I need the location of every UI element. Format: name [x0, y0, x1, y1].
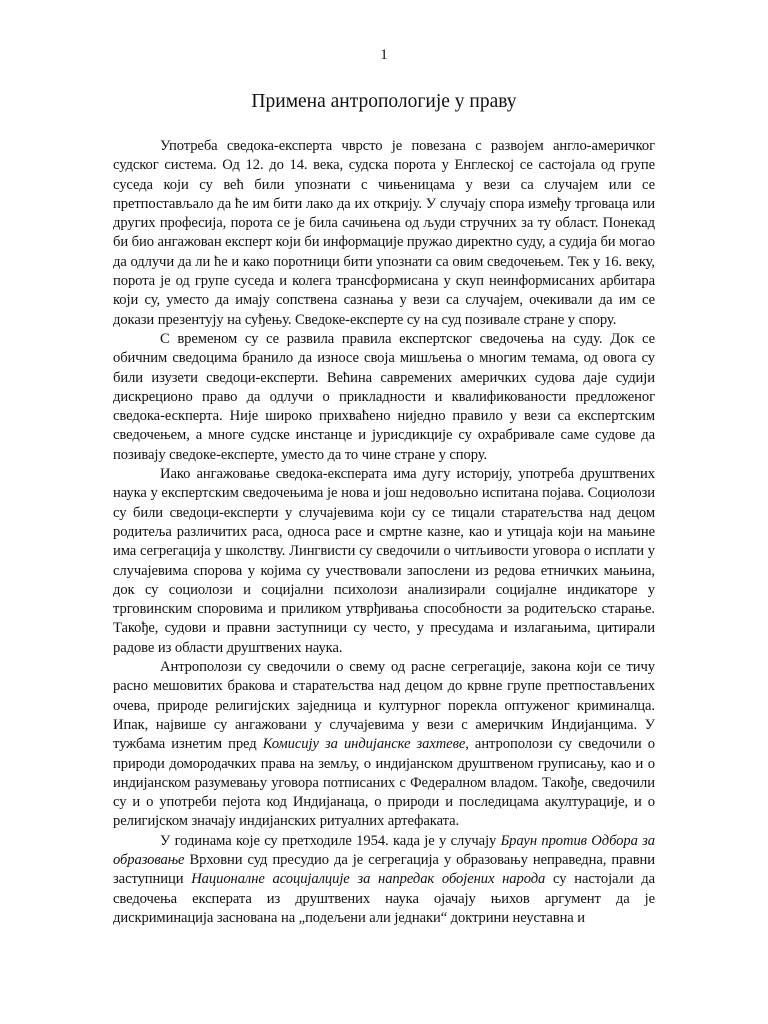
- italic-case-name: Браун против Одбора за образовање: [113, 832, 655, 868]
- text-segment: С временом су се развила правила експертског сведочења на суду. Док се обичним сведоцима бранило да износе своја мишљења о многим темама, од овога су били изузети сведоци-експерти. Већина савремених америчких судова даје судији дискреционо право да одлучи о прикладности и квалификованости предложеног сведока-ескперта. Није широко прихваћено ниједно правило у вези са експертским сведочењем, а многе судске инстанце и јурисдикције су охрабривале саме судове да позивају сведоке-експерте, уместо да то чине стране у спору.: [113, 330, 655, 463]
- text-segment: У годинама које су претходиле 1954. када је у случају: [160, 832, 501, 849]
- paragraph-1: [113, 137, 655, 330]
- document-title: Примена антропологије у праву: [251, 91, 517, 112]
- paragraph-3: [113, 465, 655, 658]
- page-number: 1: [380, 47, 388, 63]
- paragraph-4: [113, 658, 655, 832]
- text-segment: , антрополози су сведочили о природи домородачких права на земљу, о индијанском друштвеном груписању, као и о индијанском разумевању уговора потписаних с Федералном владом. Такође, сведочили су и о употреби пејота код Индијанаца, о природи и последицама акултурације, и о религијском значају индијанских ритуалних артефаката.: [113, 736, 655, 830]
- paragraph-2: [113, 330, 655, 465]
- body-text: [113, 137, 655, 928]
- paragraph-5: [113, 832, 655, 928]
- text-segment: су настојали да сведочења експерата из друштвених наука ојачају њихов аргумент да је дискриминација заснована на „подељени али једнаки“ доктрини неуставна и: [113, 871, 655, 926]
- italic-title-commission: Комисију за индијанске захтеве: [262, 736, 466, 753]
- text-segment: Антрополози су сведочили о свему од расне сегрегације, закона који се тичу расно мешовитих бракова и старатељства над децом до крвне групе претпостављених очева, природе религијских заједница и културног порекла оптуженог криминалца. Ипак, највише су ангажовани у случајевима у вези с америчким Индијанцима. У тужбама изнетим пред: [113, 659, 655, 753]
- italic-organization-name: Националне асоцијалције за напредак обојених народа: [191, 871, 546, 888]
- text-segment: Употреба сведока-експерта чврсто је повезана с развојем англо-америчког судског система. Од 12. до 14. века, судска порота у Енглеској се састојала од групе суседа који су већ били упознати с чињеницама у вези са случајем или се претпостављало да ће им бити лако да их открију. У случају спора између трговаца или других професија, порота се је била сачињена од људи стручних за ту област. Понекад би био ангажован експерт који би информације пружао директно суду, а судија би могао да одлучи да ли ће и како поротници бити упознати са овим сведочењем. Тек у 16. веку, порота је од групе суседа и колега трансформисана у скуп неинформисаних арбитара који су, уместо да имају сопствена сазнања у вези са случајем, очекивали да им се докази презентују на суђењу. Сведоке-експерте су на суд позивале стране у спору.: [113, 138, 655, 328]
- text-segment: Врховни суд пресудио да је сегрегација у образовању неправедна, правни заступници: [113, 851, 655, 888]
- text-segment: Иако ангажовање сведока-експерата има дугу историју, употреба друштвених наука у експертским сведочењима је нова и још недовољно испитана појава. Социолози су били сведоци-експерти у случајевима који су се тицали старатељства над децом родитеља различитих раса, односа расе и смртне казне, као и утицаја који на мањине има сегрегација у школству. Лингвисти су сведочили о читљивости уговора о исплати у случајевима спорова у којима су учествовали запослени из редова етничких мањина, док су социолози и социјални психолози анализирали социјалне индикаторе у трговинским споровима и приликом утврђивања способности за родитељско старање. Такође, судови и правни заступници су често, у пресудама и излагањима, цитирали радове из области друштвених наука.: [113, 466, 655, 656]
